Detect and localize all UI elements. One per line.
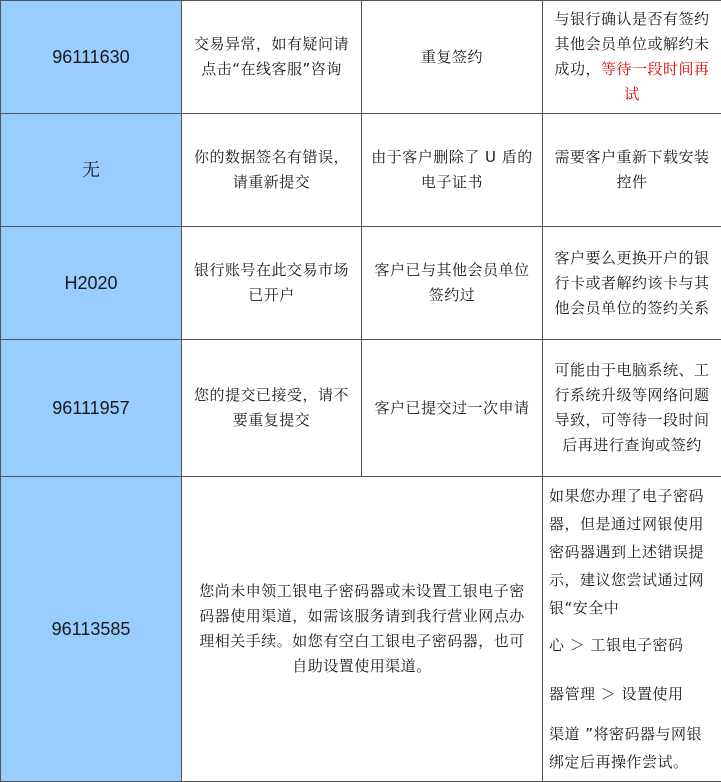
error-cause-cell: 重复签约 — [362, 1, 543, 114]
solution-cell — [543, 477, 721, 782]
error-code-cell: 96113585 — [1, 477, 182, 782]
error-message-cell: 您的提交已接受，请不要重复提交 — [182, 340, 362, 477]
error-code-cell: 96111957 — [1, 340, 182, 477]
error-message-cell: 你的数据签名有错误，请重新提交 — [182, 114, 362, 227]
solution-text: 与银行确认是否有签约其他会员单位或解约未成功， — [554, 10, 709, 78]
solution-highlight-text: 等待一段时间再试 — [601, 60, 710, 103]
solution-text-part1: 如果您办理了电子密码器，但是通过网银使用密码器遇到上述错误提示，建议您尝试通过网银“安全中 — [549, 482, 715, 622]
error-code-cell: 96111630 — [1, 1, 182, 114]
error-code-cell: 无 — [1, 114, 182, 227]
error-message-cell: 交易异常，如有疑问请点击“在线客服”咨询 — [182, 1, 362, 114]
solution-cell: 客户要么更换开户的银行卡或者解约该卡与其他会员单位的签约关系 — [543, 227, 721, 340]
solution-text-part3: 器管理 ＞ 设置使用 — [549, 668, 715, 720]
error-cause-cell: 由于客户删除了 U 盾的电子证书 — [362, 114, 543, 227]
solution-text-part2: 心 ＞ 工银电子密码 — [549, 622, 715, 668]
error-message-cell: 银行账号在此交易市场已开户 — [182, 227, 362, 340]
table-row — [1, 340, 721, 477]
solution-cell: 需要客户重新下载安装控件 — [543, 114, 721, 227]
error-cause-cell: 客户已与其他会员单位签约过 — [362, 227, 543, 340]
error-message-cell: 您尚未申领工银电子密码器或未设置工银电子密码器使用渠道，如需该服务请到我行营业网点办理相关手续。如您有空白工银电子密码器，也可自助设置使用渠道。 — [182, 477, 543, 782]
table-row — [1, 477, 721, 782]
table-row — [1, 114, 721, 227]
error-code-cell: H2020 — [1, 227, 182, 340]
error-cause-cell: 客户已提交过一次申请 — [362, 340, 543, 477]
table-row — [1, 227, 721, 340]
solution-text-part4: 渠道 ”将密码器与网银绑定后再操作尝试。 — [549, 720, 715, 776]
table-row — [1, 1, 721, 114]
solution-cell — [543, 1, 721, 114]
solution-cell: 可能由于电脑系统、工行系统升级等网络问题导致，可等待一段时间后再进行查询或签约 — [543, 340, 721, 477]
